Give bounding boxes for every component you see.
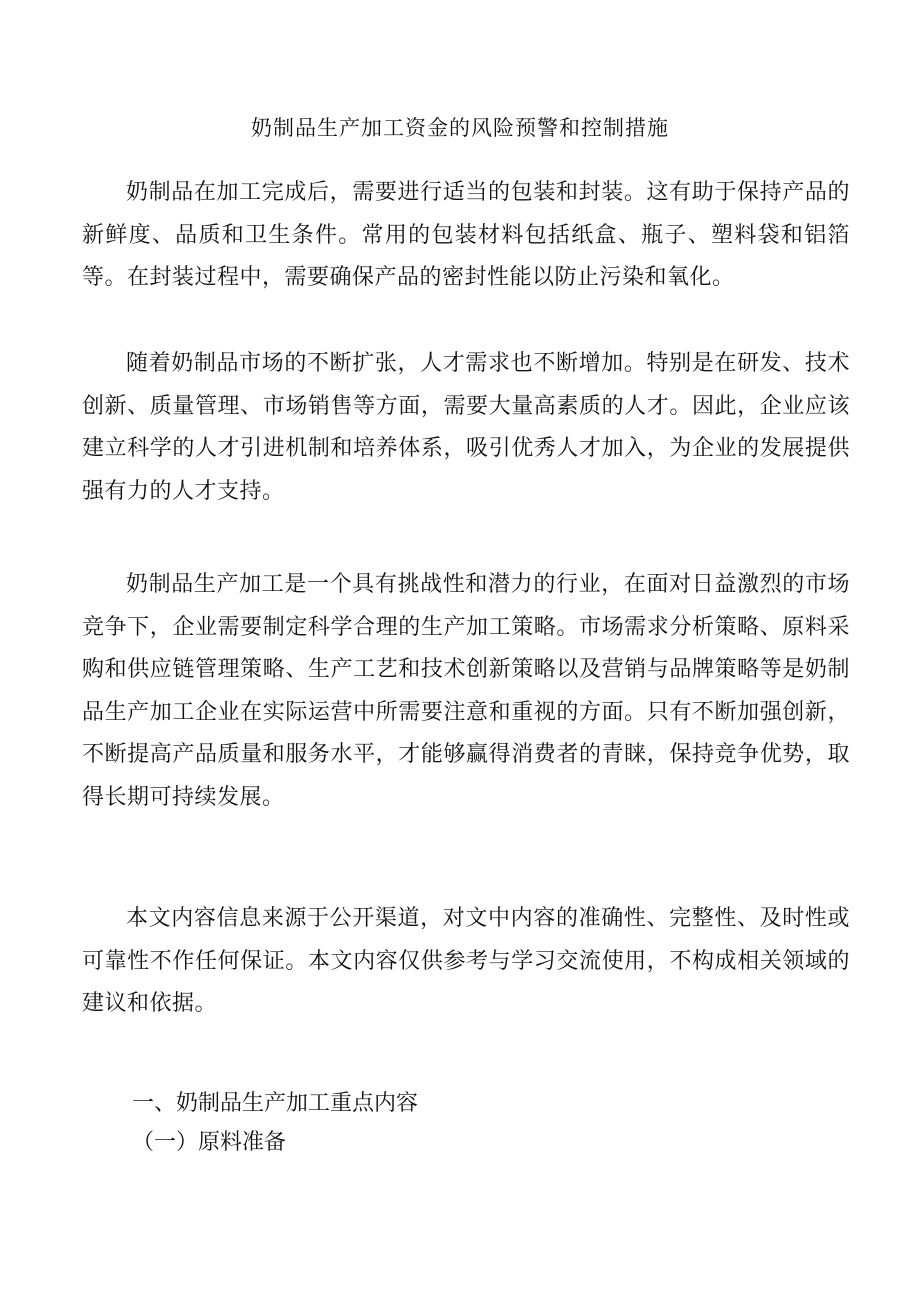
paragraph-talent: 随着奶制品市场的不断扩张，人才需求也不断增加。特别是在研发、技术创新、质量管理、市场销售等方面，需要大量高素质的人才。因此，企业应该建立科学的人才引进机制和培养体系，吸引优秀人才加入，为企业的发展提供强有力的人才支持。 xyxy=(82,351,850,504)
subsection-heading: （一）原料准备 xyxy=(132,1130,287,1155)
paragraph-disclaimer: 本文内容信息来源于公开渠道，对文中内容的准确性、完整性、及时性或可靠性不作任何保证。本文内容仅供参考与学习交流使用，不构成相关领域的建议和依据。 xyxy=(82,906,850,1016)
paragraph-strategy: 奶制品生产加工是一个具有挑战性和潜力的行业，在面对日益激烈的市场竞争下，企业需要制定科学合理的生产加工策略。市场需求分析策略、原料采购和供应链管理策略、生产工艺和技术创新策略以及营销与品牌策略等是奶制品生产加工企业在实际运营中所需要注意和重视的方面。只有不断加强创新，不断提高产品质量和服务水平，才能够赢得消费者的青睐，保持竞争优势，取得长期可持续发展。 xyxy=(82,572,850,810)
document-title: 奶制品生产加工资金的风险预警和控制措施 xyxy=(251,116,669,140)
paragraph-packaging: 奶制品在加工完成后，需要进行适当的包装和封装。这有助于保持产品的新鲜度、品质和卫生条件。常用的包装材料包括纸盒、瓶子、塑料袋和铝箔等。在封装过程中，需要确保产品的密封性能以防止污染和氧化。 xyxy=(82,180,850,290)
section-heading: 一、奶制品生产加工重点内容 xyxy=(132,1091,419,1116)
